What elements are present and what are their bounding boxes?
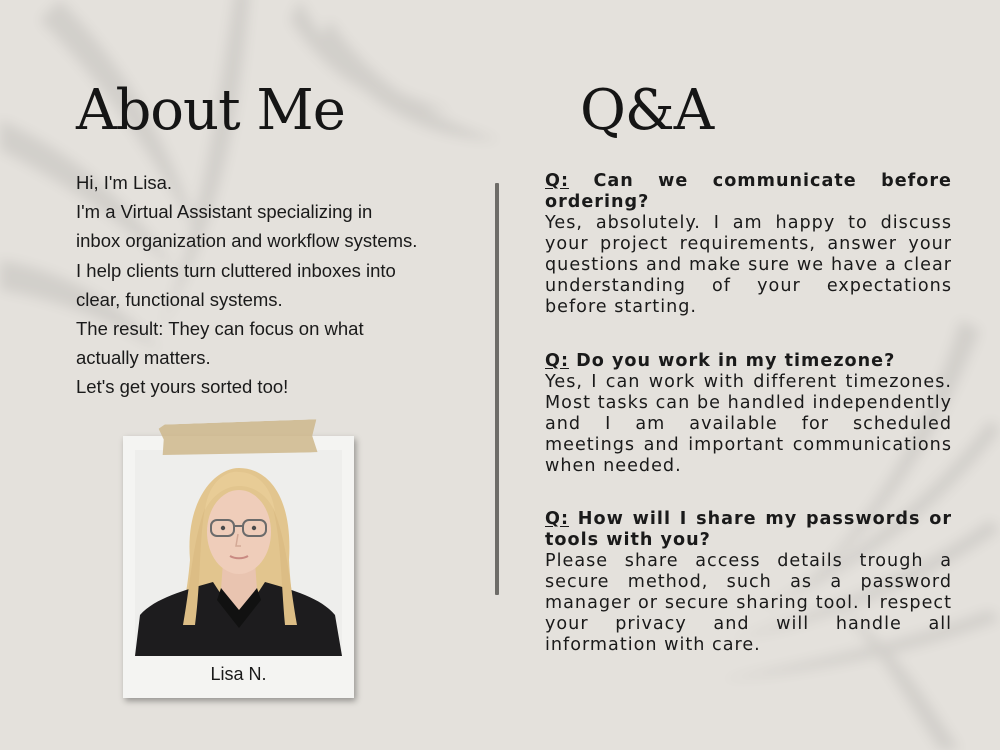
- intro-line: clear, functional systems.: [76, 288, 283, 310]
- about-me-title: About Me: [76, 78, 345, 143]
- profile-photo: [135, 450, 342, 656]
- qa-item: [545, 351, 952, 477]
- question-prefix: Q:: [545, 171, 569, 191]
- intro-line: Let's get yours sorted too!: [76, 376, 289, 398]
- photo-caption: Lisa N.: [210, 664, 267, 684]
- qa-question: [545, 171, 952, 213]
- question-text: Do you work in my timezone?: [576, 351, 896, 371]
- question-text: How will I share my passwords or tools with you?: [545, 509, 952, 550]
- intro-line: inbox organization and workflow systems.: [76, 230, 418, 252]
- qa-answer: Please share access details trough a secure method, such as a password manager or secure sharing tool. I respect your privacy and will handle all information with care.: [545, 551, 952, 655]
- question-prefix: Q:: [545, 351, 569, 371]
- qa-item: [545, 171, 952, 318]
- about-me-text: [76, 168, 476, 402]
- qa-title: Q&A: [580, 78, 714, 143]
- qa-question: [545, 509, 952, 551]
- intro-line: actually matters.: [76, 347, 211, 369]
- tape-strip: [158, 419, 317, 457]
- intro-line: I help clients turn cluttered inboxes into: [76, 259, 396, 281]
- qa-answer: Yes, I can work with different timezones. Most tasks can be handled independently and I am available for scheduled meetings and important communications when needed.: [545, 372, 952, 476]
- question-prefix: Q:: [545, 509, 569, 529]
- qa-item: [545, 509, 952, 656]
- qa-answer: Yes, absolutely. I am happy to discuss your project requirements, answer your questions and make sure we have a clear understanding of your expectations before starting.: [545, 213, 952, 317]
- intro-line: I'm a Virtual Assistant specializing in: [76, 201, 373, 223]
- intro-line: Hi, I'm Lisa.: [76, 172, 173, 193]
- vertical-divider: [495, 183, 499, 595]
- qa-question: [545, 351, 952, 372]
- intro-line: The result: They can focus on what: [76, 318, 364, 340]
- polaroid-photo-card: [123, 436, 354, 698]
- question-text: Can we communicate before ordering?: [545, 171, 952, 212]
